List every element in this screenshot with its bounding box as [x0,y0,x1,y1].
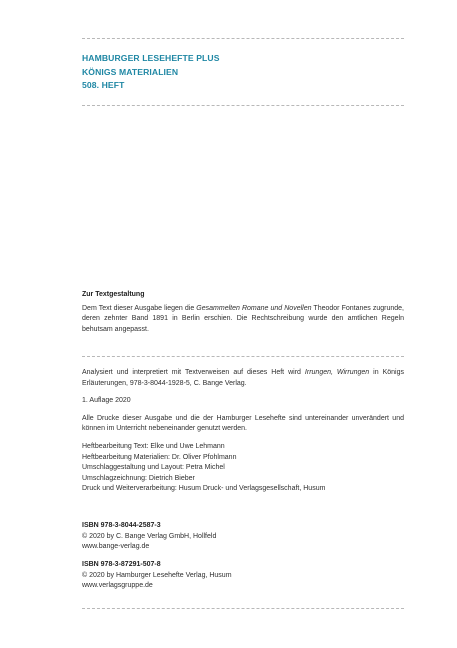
edition-note: 1. Auflage 2020 [82,397,131,405]
series-subtitle: KÖNIGS MATERIALIEN [82,66,179,77]
credit-printing: Druck und Weiterverarbeitung: Husum Druck- und Verlagsgesellschaft, Husum [82,485,326,493]
url-bange[interactable]: www.bange-verlag.de [82,543,150,551]
copyright-bange: © 2020 by C. Bange Verlag GmbH, Hollfeld [82,532,217,540]
divider-header [82,105,404,106]
publisher-lesehefte [82,560,404,592]
text-design-text-start: Dem Text dieser Ausgabe liegen die [82,304,197,312]
isbn-lesehefte: ISBN 978-3-87291-507-8 [82,561,161,568]
credit-materials-editing: Heftbearbeitung Materialien: Dr. Oliver Pfohlmann [82,453,237,461]
credit-cover-drawing: Umschlagzeichnung: Dietrich Bieber [82,474,195,482]
divider-top [82,38,404,39]
text-design-section [82,290,404,335]
compatibility-note: Alle Drucke dieser Ausgabe und die der Hamburger Lesehefte sind untereinander unverändert und können im Unterricht nebeneinander genutzt werden. [82,414,404,433]
publisher-bange [82,521,404,553]
text-design-paragraph [82,304,404,336]
divider-middle [82,356,404,357]
analysis-work-title: Irrungen, Wirrungen [304,369,370,376]
series-title: HAMBURGER LESEHEFTE PLUS [82,53,220,63]
text-design-work-title: Gesammelten Romane und Novellen [196,304,312,312]
analysis-section [82,368,404,495]
series-header [82,52,220,93]
credit-cover-layout: Umschlaggestaltung und Layout: Petra Michel [82,464,225,472]
text-design-heading: Zur Textgestaltung [82,291,145,298]
divider-bottom [82,608,404,609]
url-lesehefte[interactable]: www.verlagsgruppe.de [82,582,153,590]
series-issue-number: 508. HEFT [82,80,125,90]
analysis-paragraph [82,368,404,389]
copyright-lesehefte: © 2020 by Hamburger Lesehefte Verlag, Husum [82,571,232,579]
isbn-bange: ISBN 978-3-8044-2587-3 [82,522,161,529]
analysis-text-end: in Königs Erläuterungen, 978-3-8044-1928-5, C. Bange Verlag. [82,369,404,387]
credits-list [82,442,404,495]
credit-text-editing: Heftbearbeitung Text: Elke und Uwe Lehmann [82,442,225,450]
text-design-text-end: Theodor Fontanes zugrunde, deren zehnter Band 1891 in Berlin erschien. Die Rechtschreibung wurde den amtlichen Regeln behutsam angepasst. [82,304,404,333]
analysis-text-start: Analysiert und interpretiert mit Textverweisen auf dieses Heft wird [82,369,305,376]
